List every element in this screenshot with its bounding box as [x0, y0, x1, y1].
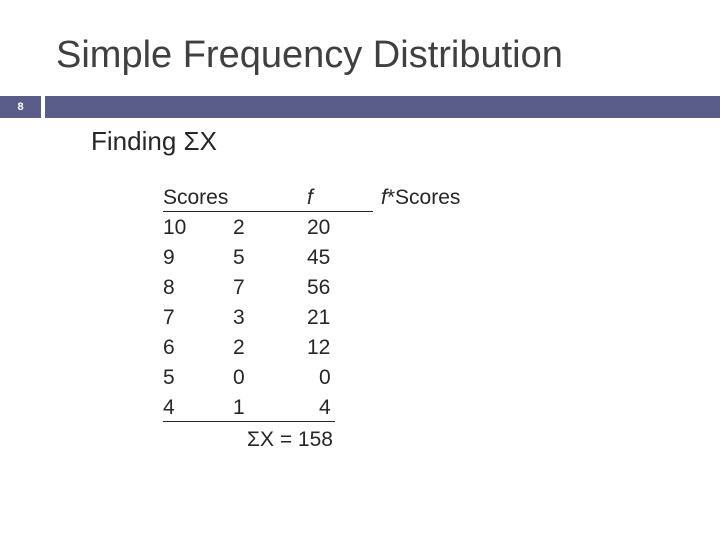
- table-row-score: 8: [163, 276, 175, 299]
- header-f-times-scores: f*Scores: [381, 186, 461, 209]
- header-frequency: f: [307, 186, 313, 209]
- table-row-product: 0: [319, 366, 331, 389]
- table-row-score: 9: [163, 246, 175, 269]
- table-row-score: 7: [163, 306, 175, 329]
- table-row-frequency: 5: [233, 246, 245, 269]
- slide-title: Simple Frequency Distribution: [56, 34, 563, 76]
- table-row-frequency: 3: [233, 306, 245, 329]
- table-row-frequency: 2: [233, 336, 245, 359]
- header-scores: Scores: [163, 186, 229, 209]
- title-rule: [45, 96, 720, 118]
- table-row-product: 12: [307, 336, 331, 359]
- title-bar: [0, 96, 720, 118]
- table-row-frequency: 2: [233, 216, 245, 239]
- header-f-symbol: f: [381, 186, 387, 209]
- table-bottom-underline: [163, 421, 335, 422]
- table-row-score: 4: [163, 396, 175, 419]
- table-row-frequency: 0: [233, 366, 245, 389]
- table-row-score: 10: [163, 216, 187, 239]
- table-row-frequency: 1: [233, 396, 245, 419]
- header-underline: [163, 211, 373, 212]
- table-row-score: 5: [163, 366, 175, 389]
- table-row-product: 20: [307, 216, 331, 239]
- slide-number: 8: [17, 101, 24, 113]
- table-row-frequency: 7: [233, 276, 245, 299]
- table-row-product: 21: [307, 306, 331, 329]
- table-row-product: 4: [319, 396, 331, 419]
- table-row-product: 45: [307, 246, 331, 269]
- section-heading: Finding ΣX: [91, 126, 217, 156]
- sum-total: ΣX = 158: [247, 428, 333, 451]
- table-row-score: 6: [163, 336, 175, 359]
- table-row-product: 56: [307, 276, 331, 299]
